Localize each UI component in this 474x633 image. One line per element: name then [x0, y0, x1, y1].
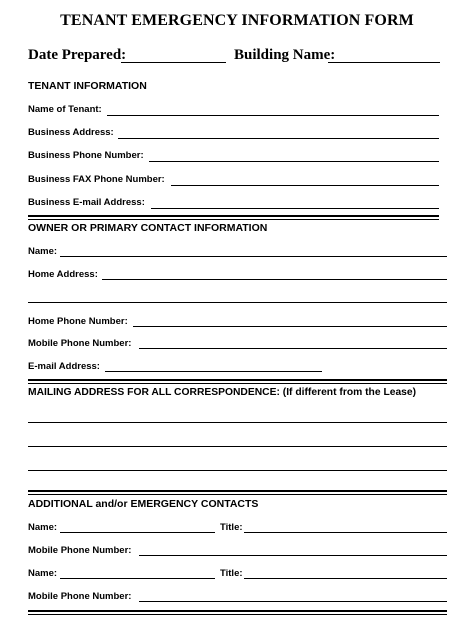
home-address-field-line2[interactable]: [28, 302, 447, 303]
mailing-address-line2[interactable]: [28, 446, 447, 447]
date-prepared-field[interactable]: [121, 62, 226, 63]
section-divider: [28, 610, 447, 612]
section-divider: [28, 614, 447, 615]
mailing-address-heading: MAILING ADDRESS FOR ALL CORRESPONDENCE: (If different from the Lease): [28, 387, 417, 398]
contact2-title-field[interactable]: [244, 578, 447, 579]
owner-email-field[interactable]: [105, 371, 322, 372]
business-phone-label: Business Phone Number:: [28, 150, 144, 161]
home-address-field[interactable]: [102, 279, 447, 280]
section-divider: [28, 490, 447, 492]
date-prepared-label: Date Prepared:: [28, 47, 127, 63]
section-divider: [28, 383, 447, 384]
business-fax-label: Business FAX Phone Number:: [28, 174, 165, 185]
business-address-label: Business Address:: [28, 127, 114, 138]
business-email-field[interactable]: [151, 208, 439, 209]
business-phone-field[interactable]: [149, 161, 439, 162]
contact1-name-field[interactable]: [60, 532, 215, 533]
section-divider: [28, 379, 447, 381]
business-email-label: Business E-mail Address:: [28, 197, 145, 208]
business-fax-field[interactable]: [171, 185, 439, 186]
contact2-name-field[interactable]: [60, 578, 215, 579]
owner-name-label: Name:: [28, 246, 58, 257]
building-name-label: Building Name:: [234, 47, 336, 63]
home-phone-field[interactable]: [133, 326, 447, 327]
mailing-address-line1[interactable]: [28, 422, 447, 423]
form-title: TENANT EMERGENCY INFORMATION FORM: [60, 12, 414, 29]
contact2-mobile-field[interactable]: [139, 601, 447, 602]
mobile-phone-label: Mobile Phone Number:: [28, 338, 132, 349]
owner-info-heading: OWNER OR PRIMARY CONTACT INFORMATION: [28, 222, 268, 234]
owner-name-field[interactable]: [60, 256, 447, 257]
section-divider: [28, 215, 439, 217]
contact2-name-label: Name:: [28, 568, 58, 579]
tenant-name-field[interactable]: [107, 115, 439, 116]
contact1-title-label: Title:: [220, 522, 243, 533]
contact1-mobile-field[interactable]: [139, 555, 447, 556]
tenant-info-heading: TENANT INFORMATION: [28, 80, 147, 92]
tenant-name-label: Name of Tenant:: [28, 104, 102, 115]
contact2-mobile-label: Mobile Phone Number:: [28, 591, 132, 602]
section-divider: [28, 494, 447, 495]
contact1-name-label: Name:: [28, 522, 58, 533]
home-phone-label: Home Phone Number:: [28, 316, 128, 327]
contacts-heading: ADDITIONAL and/or EMERGENCY CONTACTS: [28, 498, 259, 510]
business-address-field[interactable]: [118, 138, 439, 139]
contact2-title-label: Title:: [220, 568, 243, 579]
mobile-phone-field[interactable]: [139, 348, 447, 349]
mailing-address-line3[interactable]: [28, 470, 447, 471]
section-divider: [28, 219, 439, 220]
home-address-label: Home Address:: [28, 269, 98, 280]
building-name-field[interactable]: [328, 62, 440, 63]
owner-email-label: E-mail Address:: [28, 361, 100, 372]
contact1-mobile-label: Mobile Phone Number:: [28, 545, 132, 556]
contact1-title-field[interactable]: [244, 532, 447, 533]
